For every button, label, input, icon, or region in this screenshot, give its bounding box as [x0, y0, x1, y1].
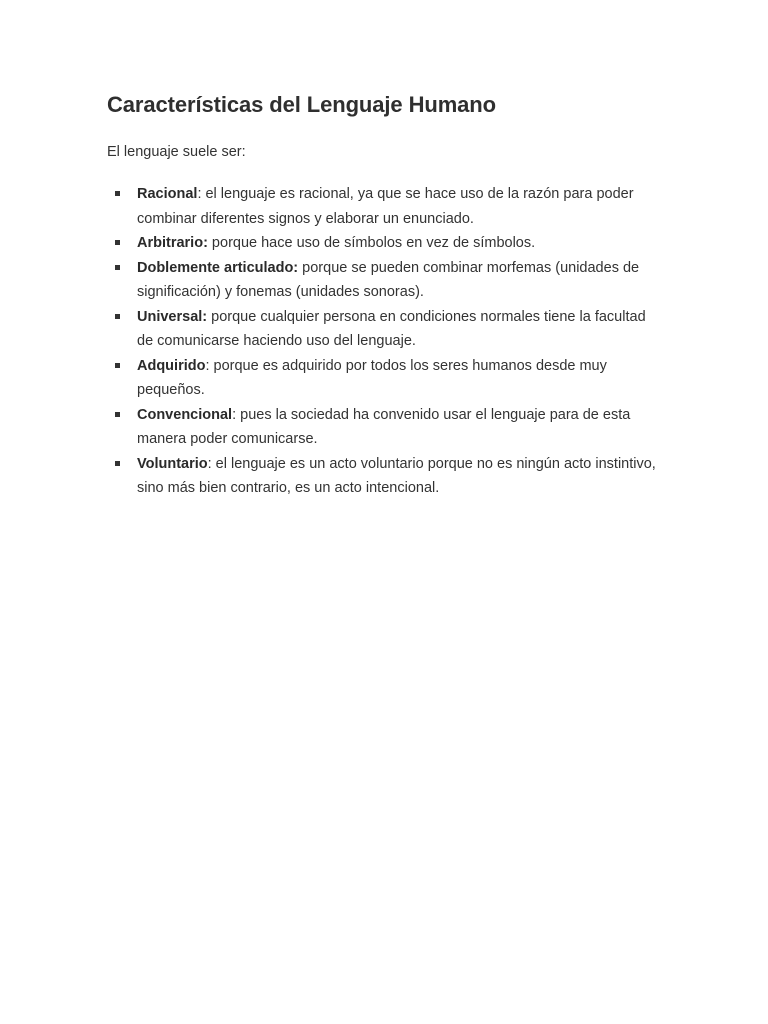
square-bullet-icon [115, 412, 120, 417]
item-term: Convencional [137, 406, 233, 423]
square-bullet-icon [115, 461, 120, 466]
list-item-doblemente-articulado [107, 256, 657, 305]
characteristics-list [107, 182, 657, 501]
item-text: porque se pueden combinar morfemas (unidades de significación) y fonemas (unidades sonoras). [137, 259, 640, 300]
item-term: Adquirido [137, 357, 206, 374]
item-text: porque cualquier persona en condiciones normales tiene la facultad de comunicarse haciendo uso del lenguaje. [137, 308, 646, 349]
item-text: porque es adquirido por todos los seres humanos desde muy pequeños. [137, 357, 607, 398]
item-term: Racional [137, 186, 198, 202]
intro-paragraph: El lenguaje suele ser: [107, 144, 246, 160]
square-bullet-icon [115, 191, 120, 196]
item-text: pues la sociedad ha convenido usar el lenguaje para de esta manera poder comunicarse. [137, 406, 631, 447]
list-item-adquirido [107, 354, 657, 403]
document-page [107, 90, 657, 501]
item-separator: : [205, 357, 210, 374]
item-text: porque hace uso de símbolos en vez de símbolos. [207, 235, 536, 251]
list-item-convencional [107, 403, 657, 452]
square-bullet-icon [115, 240, 120, 245]
item-term: Doblemente articulado: [137, 259, 299, 276]
list-item-universal [107, 305, 657, 354]
square-bullet-icon [115, 363, 120, 368]
item-term: Voluntario [137, 455, 208, 472]
item-term: Arbitrario: [137, 235, 208, 251]
square-bullet-icon [115, 314, 120, 319]
page-title: Características del Lenguaje Humano [107, 92, 496, 117]
item-text: el lenguaje es un acto voluntario porque no es ningún acto instintivo, sino más bien contrario, es un acto intencional. [137, 455, 656, 496]
item-separator: : [232, 406, 237, 423]
item-text: el lenguaje es racional, ya que se hace uso de la razón para poder combinar diferentes signos y elaborar un enunciado. [137, 186, 634, 227]
list-item-arbitrario [107, 231, 657, 256]
item-separator: : [207, 455, 212, 472]
item-term: Universal: [137, 308, 208, 325]
item-separator: : [197, 186, 202, 202]
list-item-voluntario [107, 452, 657, 501]
square-bullet-icon [115, 265, 120, 270]
list-item-racional [107, 182, 657, 231]
